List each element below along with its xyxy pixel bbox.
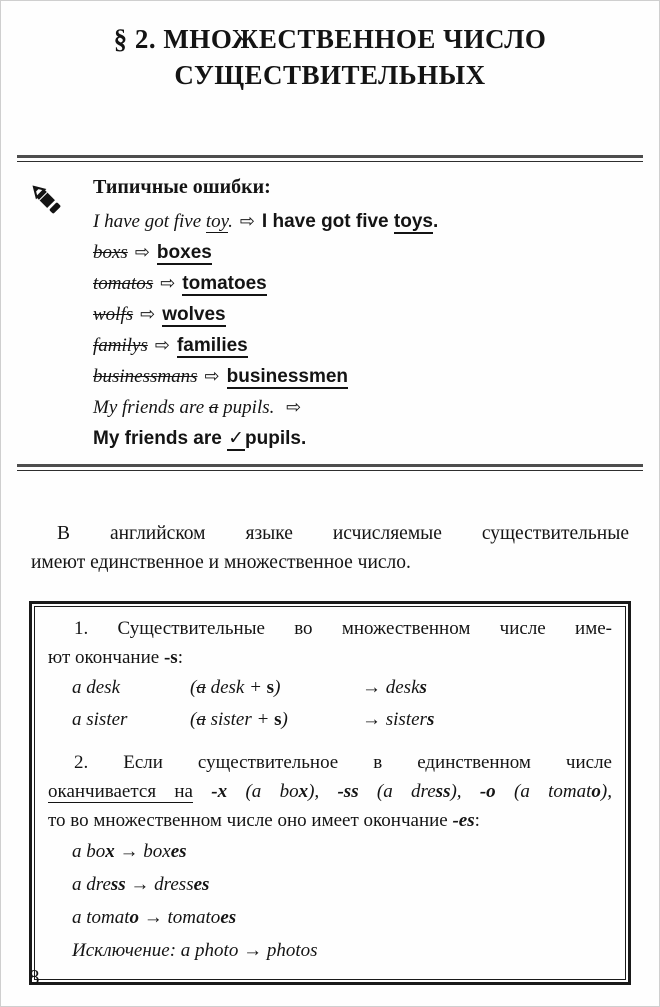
typical-errors-heading: Типичные ошибки: [93, 176, 271, 198]
exception-plural: photos [262, 940, 318, 961]
plural-ending: s [419, 677, 427, 698]
struck-article: a [196, 677, 206, 698]
formula-ending: s [266, 677, 275, 698]
rules-box-inner [34, 606, 626, 980]
fixed-sentence-end: pupils. [245, 428, 307, 449]
singular-ending: o [129, 907, 140, 928]
exception-row [48, 934, 612, 967]
wrong-word: toy [205, 211, 229, 232]
error-row [93, 268, 641, 299]
example-word: (a bo [245, 781, 299, 802]
rule1-colon: : [177, 647, 183, 668]
error-row [93, 361, 641, 392]
wrong-word: businessmans [93, 366, 198, 387]
fixed-sentence: I have got five [261, 211, 394, 232]
check-icon: ✓ [228, 427, 245, 449]
right-arrow-icon: → [362, 709, 381, 730]
paren: ), [450, 781, 462, 802]
rule2-line-1: 2. Если существительное в единственном числе [74, 752, 612, 773]
fixed-word: businessmen [226, 366, 349, 387]
struck-article: a [208, 397, 219, 418]
rule1-line-2 [48, 643, 612, 672]
rule2-colon: : [474, 810, 480, 831]
right-arrow-icon: → [119, 841, 139, 862]
rule2-example-row [48, 835, 612, 868]
exception-label: Исключение: [72, 940, 177, 961]
plural-word: dress [154, 874, 194, 895]
plural-word: box [143, 841, 171, 862]
struck-article: a [196, 709, 206, 730]
rule2-line-2 [48, 777, 612, 806]
pencil-icon [25, 178, 67, 225]
fixed-period: . [432, 211, 439, 232]
formula-ending: s [274, 709, 282, 730]
example-word: (a dre [376, 781, 436, 802]
singular-ending: ss [110, 874, 126, 895]
plural-word: sister [385, 709, 427, 730]
example-ss [377, 781, 462, 802]
intro-line-2: имеют единственное и множественное число. [31, 552, 411, 573]
error-row [93, 299, 641, 330]
formula-word: sister + [205, 709, 275, 730]
title-line-1: § 2. МНОЖЕСТВЕННОЕ ЧИСЛО [113, 24, 547, 54]
fixed-word: toys [393, 211, 433, 232]
rule1-example-row [48, 704, 612, 736]
example-o [514, 781, 612, 802]
fixed-word: boxes [156, 242, 212, 263]
paren: ) [274, 677, 281, 698]
singular-word: a dre [72, 874, 111, 895]
arrow-icon: ⇨ [239, 211, 255, 232]
ending-x: -x [211, 781, 228, 802]
example-word: (a tomat [514, 781, 592, 802]
underlined-phrase: оканчивается на [48, 781, 193, 802]
plural-ending: s [426, 709, 435, 730]
plural-word: tomato [167, 907, 221, 928]
fixed-word: wolves [162, 304, 226, 325]
wrong-sentence: My friends are [93, 397, 209, 418]
example-ending: x [298, 781, 309, 802]
intro-paragraph [31, 519, 629, 577]
plural-ending: es [193, 874, 210, 895]
paren: ) [281, 709, 288, 730]
wrong-sentence-end: pupils. [218, 397, 280, 418]
formula-word: desk + [205, 677, 267, 698]
singular-word: a tomat [72, 907, 130, 928]
paren: ), [600, 781, 612, 802]
page-title [31, 21, 629, 93]
divider-bottom [17, 464, 643, 471]
singular-word: a bo [72, 841, 106, 862]
rule1-line-1: 1. Существительные во множественном числе име- [74, 618, 612, 639]
rule2-text: то во множественном числе оно имеет окончание [48, 810, 453, 831]
right-arrow-icon: → [130, 874, 150, 895]
typical-errors-section [1, 162, 659, 464]
paren: ( [190, 677, 197, 698]
fixed-sentence: My friends are [93, 428, 228, 449]
wrong-word: wolfs [93, 304, 134, 325]
formula [190, 704, 362, 736]
exception-singular: a photo [176, 940, 244, 961]
wrong-word: boxs [93, 242, 128, 263]
singular-ending: x [105, 841, 115, 862]
result [362, 672, 612, 704]
rule1-ending: -s [163, 647, 178, 668]
plural-word: desk [385, 677, 420, 698]
arrow-icon: ⇨ [140, 304, 156, 325]
paren: ), [308, 781, 320, 802]
error-row-pupils-fixed [93, 423, 641, 454]
formula [190, 672, 362, 704]
right-arrow-icon: → [362, 677, 381, 698]
divider-top [17, 155, 643, 162]
ending-o: -o [479, 781, 496, 802]
singular-word: a sister [72, 709, 128, 730]
error-row [93, 330, 641, 361]
error-row [93, 237, 641, 268]
example-ending: ss [435, 781, 451, 802]
rule2-example-row [48, 901, 612, 934]
rules-box [29, 601, 631, 985]
ending-es: -es [452, 810, 475, 831]
example-x [245, 781, 319, 802]
fixed-word: families [176, 335, 248, 356]
wrong-period: . [228, 211, 233, 232]
rule2-line-3 [48, 806, 612, 835]
singular-word: a desk [72, 677, 121, 698]
arrow-icon: ⇨ [154, 335, 170, 356]
wrong-word: familys [93, 335, 148, 356]
example-ending: o [591, 781, 601, 802]
rule1-text: ют окончание [48, 647, 164, 668]
intro-line-1: В английском языке исчисляемые существительные [57, 523, 629, 544]
rule2-section [48, 748, 612, 967]
right-arrow-icon: → [243, 940, 263, 961]
wrong-word: tomatos [93, 273, 154, 294]
ending-ss: -ss [337, 781, 359, 802]
wrong-sentence: I have got five [93, 211, 206, 232]
paren: ( [190, 709, 197, 730]
plural-ending: es [220, 907, 237, 928]
arrow-icon: ⇨ [204, 366, 220, 387]
rule2-example-row [48, 868, 612, 901]
fixed-word: tomatoes [182, 273, 267, 294]
arrow-icon: ⇨ [134, 242, 150, 263]
rule1-example-row [48, 672, 612, 704]
arrow-icon: ⇨ [160, 273, 176, 294]
error-row-pupils-wrong [93, 392, 641, 423]
plural-ending: es [170, 841, 187, 862]
result [362, 704, 612, 736]
right-arrow-icon: → [143, 907, 163, 928]
error-row-sentence [93, 206, 641, 237]
page-number: 8 [29, 965, 40, 989]
arrow-icon: ⇨ [286, 397, 302, 418]
title-line-2: СУЩЕСТВИТЕЛЬНЫХ [174, 60, 486, 90]
